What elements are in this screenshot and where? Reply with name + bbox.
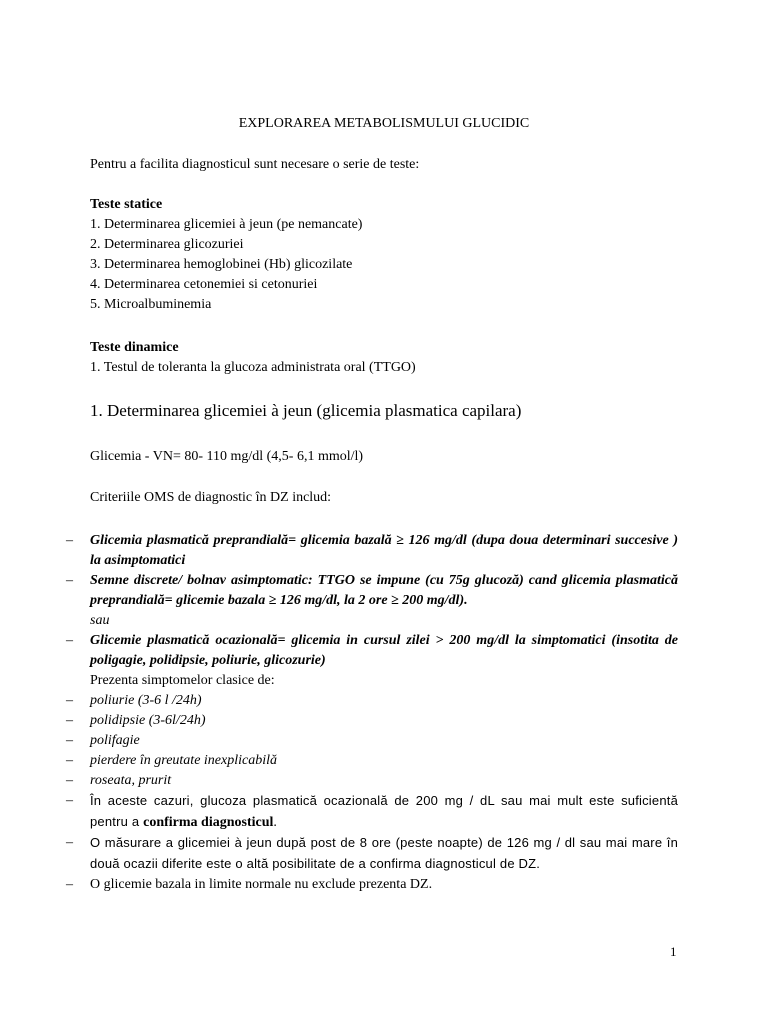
note-text: O glicemie bazala in limite normale nu exclude prezenta DZ.	[90, 877, 433, 892]
dash-bullet: –	[66, 533, 73, 548]
static-tests-section	[90, 195, 362, 315]
page-title: EXPLORAREA METABOLISMULUI GLUCIDIC	[238, 116, 530, 131]
or-separator: sau	[90, 613, 110, 628]
static-test-item: 4. Determinarea cetonemiei si cetonuriei	[90, 277, 318, 292]
list-item	[62, 531, 678, 571]
symptom-text: polidipsie (3-6l/24h)	[90, 713, 206, 728]
criterion-text: Glicemia plasmatică preprandială= glicemia bazală ≥ 126 mg/dl (dupa doua determinari succesive ) la asimptomatici	[90, 533, 678, 568]
dash-bullet: –	[66, 835, 73, 850]
list-item	[62, 571, 678, 611]
note-text: O măsurare a glicemiei à jeun după post de 8 ore (peste noapte) de 126 mg / dl sau mai mare în două ocazii diferite este o altă posibilitate de a confirma diagnosticul de DZ.	[90, 835, 678, 871]
list-item	[62, 631, 678, 671]
page-number: 1	[670, 944, 677, 959]
dynamic-test-item: 1. Testul de toleranta la glucoza administrata oral (TTGO)	[90, 360, 416, 375]
list-item	[62, 875, 678, 895]
dash-bullet: –	[66, 693, 73, 708]
criterion-text: Glicemie plasmatică ocazională= glicemia in cursul zilei > 200 mg/dl la simptomatici (insotita de poligagie, polidipsie, poliurie, glicozurie)	[90, 633, 678, 668]
symptom-text: pierdere în greutate inexplicabilă	[90, 753, 278, 768]
dash-bullet: –	[66, 733, 73, 748]
dash-bullet: –	[66, 793, 73, 808]
criterion-text: Semne discrete/ bolnav asimptomatic: TTGO se impune (cu 75g glucoză) cand glicemia plasmatică preprandială= glicemie bazala ≥ 126 mg/dl, la 2 ore ≥ 200 mg/dl).	[90, 573, 678, 608]
dash-bullet: –	[66, 713, 73, 728]
list-item	[62, 711, 678, 731]
list-item	[62, 691, 678, 711]
symptom-text: poliurie (3-6 l /24h)	[90, 693, 202, 708]
intro-text: Pentru a facilita diagnosticul sunt necesare o serie de teste:	[90, 157, 420, 172]
static-test-item: 3. Determinarea hemoglobinei (Hb) glicozilate	[90, 257, 353, 272]
note-text-end: .	[273, 815, 277, 830]
dynamic-tests-heading: Teste dinamice	[90, 340, 179, 355]
dash-bullet: –	[66, 877, 73, 892]
static-test-item: 5. Microalbuminemia	[90, 297, 212, 312]
dynamic-tests-section	[90, 338, 416, 378]
list-item	[62, 731, 678, 751]
dash-bullet: –	[66, 773, 73, 788]
static-test-item: 2. Determinarea glicozuriei	[90, 237, 244, 252]
section-heading: 1. Determinarea glicemiei à jeun (glicemia plasmatica capilara)	[90, 401, 522, 420]
list-item	[62, 671, 678, 691]
list-item	[62, 833, 678, 875]
list-item	[62, 611, 678, 631]
list-item	[62, 791, 678, 833]
dash-bullet: –	[66, 633, 73, 648]
symptom-text: polifagie	[90, 733, 140, 748]
criteria-list	[62, 531, 678, 895]
criteria-intro: Criteriile OMS de diagnostic în DZ includ:	[90, 490, 332, 505]
dash-bullet: –	[66, 573, 73, 588]
symptom-text: roseata, prurit	[90, 773, 172, 788]
glycemia-normal-values: Glicemia - VN= 80- 110 mg/dl (4,5- 6,1 mmol/l)	[90, 449, 364, 464]
list-item	[62, 771, 678, 791]
symptoms-intro: Prezenta simptomelor clasice de:	[90, 673, 275, 688]
static-test-item: 1. Determinarea glicemiei à jeun (pe nemancate)	[90, 217, 363, 232]
list-item	[62, 751, 678, 771]
note-text: În aceste cazuri, glucoza plasmatică ocazională de 200 mg / dL sau mai mult este suficientă pentru a	[90, 793, 678, 829]
emphasis-text: confirma diagnosticul	[143, 815, 274, 830]
static-tests-heading: Teste statice	[90, 197, 163, 212]
dash-bullet: –	[66, 753, 73, 768]
